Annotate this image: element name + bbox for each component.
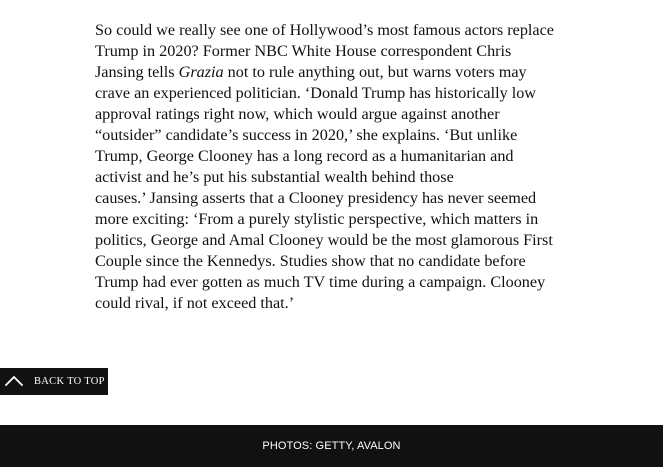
article-line: “outsider” candidate’s success in 2020,’ she explains. ‘But unlike [95, 126, 518, 144]
article-line: more exciting: ‘From a purely stylistic perspective, which matters in [95, 210, 539, 228]
publication-name: Grazia [178, 63, 224, 81]
photo-credits: PHOTOS: GETTY, AVALON [262, 439, 401, 452]
article-line-text: not to rule anything out, but warns voters may [223, 63, 527, 81]
back-to-top-button[interactable] [0, 368, 108, 395]
article-line: causes.’ Jansing asserts that a Clooney presidency has never seemed [95, 189, 537, 207]
footer-bar [0, 425, 663, 467]
article-line: crave an experienced politician. ‘Donald Trump has historically low [95, 84, 536, 102]
article-paragraph [95, 20, 575, 314]
article-line: activist and he’s put his substantial wealth behind those [95, 168, 454, 186]
article-line: Trump in 2020? Former NBC White House correspondent Chris [95, 42, 512, 60]
article-line: So could we really see one of Hollywood’s most famous actors replace [95, 21, 554, 39]
article-line: Trump had ever gotten as much TV time during a campaign. Clooney [95, 273, 546, 291]
back-to-top-label: BACK TO TOP [34, 376, 105, 387]
article-line: could rival, if not exceed that.’ [95, 294, 295, 312]
article-line: approval ratings right now, which would argue against another [95, 105, 500, 123]
article-line-text: Jansing tells [95, 63, 179, 81]
article-line: Trump, George Clooney has a long record as a humanitarian and [95, 147, 514, 165]
article-line: Couple since the Kennedys. Studies show that no candidate before [95, 252, 526, 270]
chevron-up-icon [5, 374, 23, 386]
article-line: politics, George and Amal Clooney would be the most glamorous First [95, 231, 553, 249]
article-body [95, 20, 575, 314]
article-line [95, 62, 575, 83]
